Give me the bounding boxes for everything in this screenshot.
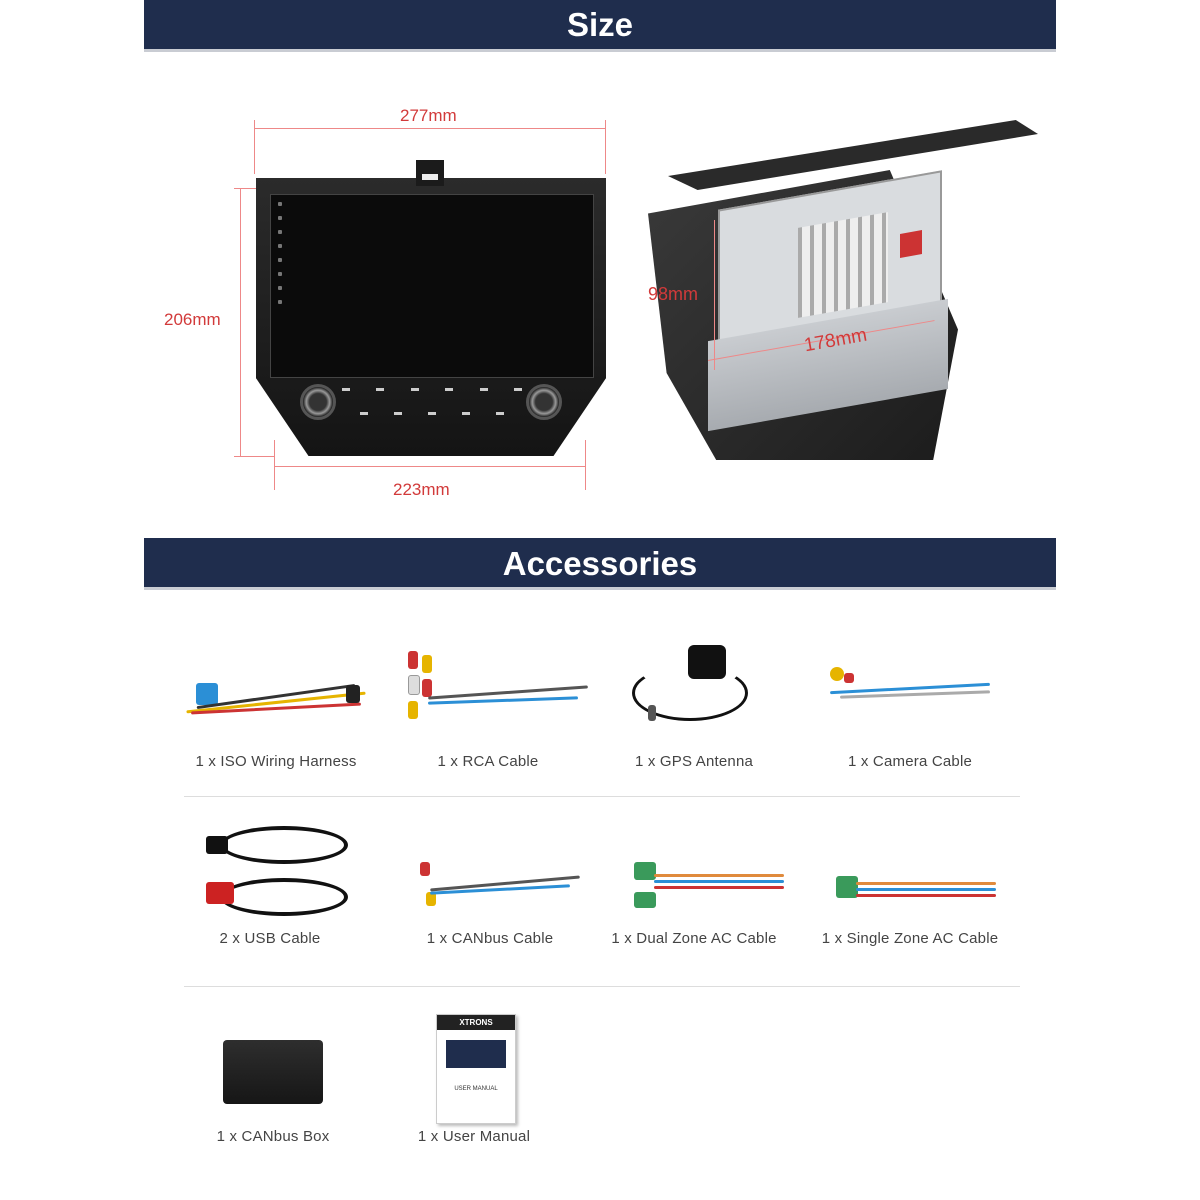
accessory-label: 1 x Single Zone AC Cable [821,930,999,947]
width-top-line [254,128,606,129]
right-knob-icon [526,384,562,420]
accessories-section-title: Accessories [144,538,1056,590]
accessory-label: 1 x RCA Cable [437,753,539,770]
canbus-cable-icon [380,822,600,922]
size-section-title: Size [144,0,1056,52]
divider [184,796,1020,797]
rear-height-line [714,220,715,370]
width-bottom-line [274,466,586,467]
accessory-label: 1 x Dual Zone AC Cable [611,930,777,947]
accessory-item [584,822,804,947]
wiring-harness-icon [166,645,386,745]
height-left-label: 206mm [164,310,221,329]
head-unit-front-image [256,160,606,456]
user-manual-icon [364,1020,584,1120]
divider [184,986,1020,987]
width-bottom-label: 223mm [393,480,450,499]
accessory-item [800,822,1020,947]
accessory-item [800,645,1020,770]
manual-brand: XTRONS [437,1015,515,1030]
single-zone-ac-cable-icon [800,822,1020,922]
width-top-label: 277mm [400,106,457,125]
head-unit-screen [270,194,594,378]
accessory-item [160,822,380,947]
head-unit-rear-image [648,110,1038,460]
accessory-label: 1 x CANbus Box [216,1128,330,1145]
left-knob-icon [300,384,336,420]
accessory-label: 1 x User Manual [417,1128,531,1145]
width-top-tick-left [254,120,255,174]
accessory-item [364,1020,584,1145]
usb-cable-icon [160,822,380,922]
rca-cable-icon [378,645,598,745]
accessory-item [166,645,386,770]
accessory-label: 2 x USB Cable [219,930,321,947]
dual-zone-ac-cable-icon [584,822,804,922]
canbus-box-icon [163,1020,383,1120]
accessory-item [163,1020,383,1145]
manual-title: USER MANUAL [454,1086,498,1092]
camera-cable-icon [800,645,1020,745]
gps-antenna-icon [584,645,804,745]
accessory-label: 1 x GPS Antenna [634,753,754,770]
rear-width-label: 178mm [802,324,869,357]
accessory-item [584,645,804,770]
accessory-label: 1 x Camera Cable [847,753,973,770]
accessory-label: 1 x CANbus Cable [426,930,554,947]
accessory-item [378,645,598,770]
accessory-label: 1 x ISO Wiring Harness [195,753,357,770]
rear-height-label: 98mm [648,284,699,304]
height-bottom-tick [234,456,274,457]
accessory-item [380,822,600,947]
height-left-line [240,188,241,456]
